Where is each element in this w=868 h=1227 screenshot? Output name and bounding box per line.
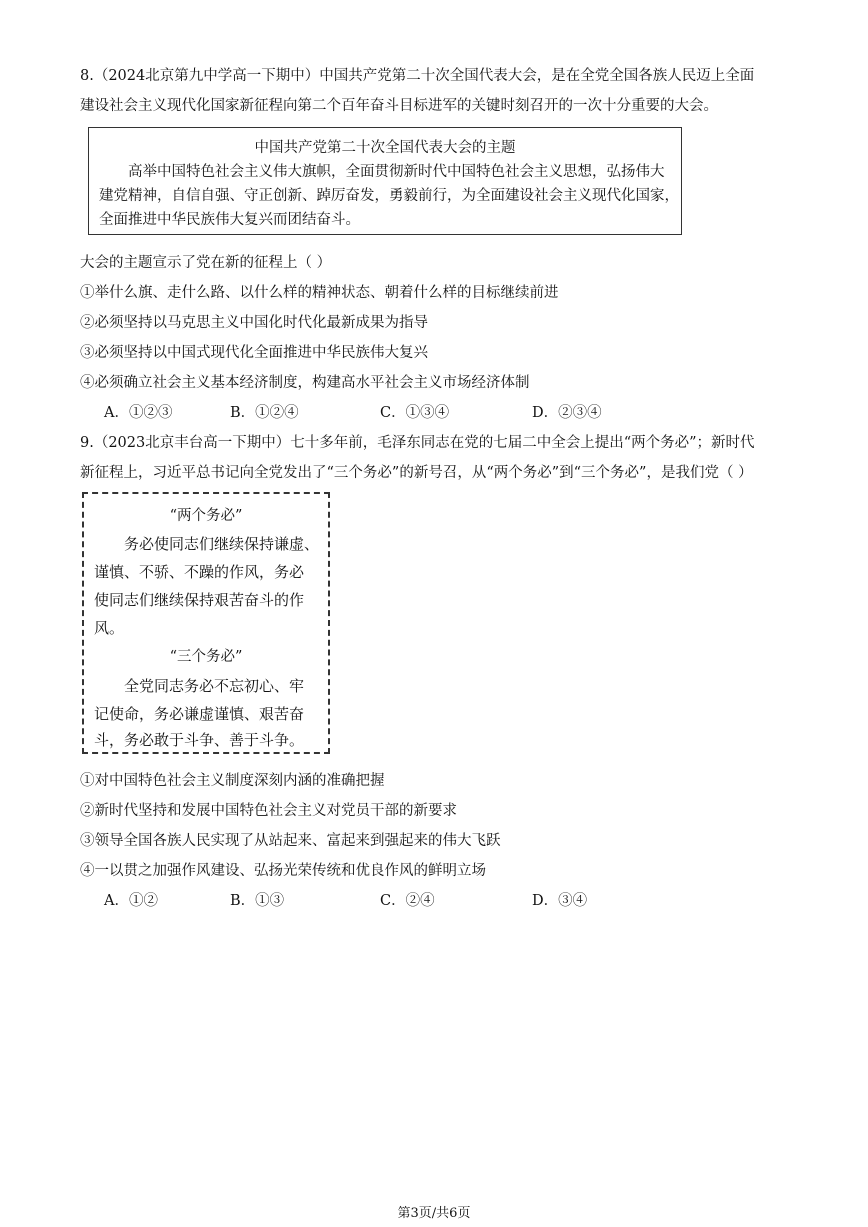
q9-option-a[interactable]: A．①② [104, 893, 158, 909]
q9-box-text-2-line-1: 全党同志务必不忘初心、牢 [124, 677, 305, 695]
q9-statement-3: ③领导全国各族人民实现了从站起来、富起来到强起来的伟大飞跃 [80, 833, 501, 849]
q9-stem-line-2: 新征程上，习近平总书记向全党发出了“三个务必”的新号召，从“两个务必”到“三个务必”，是我们党（ ） [80, 465, 753, 481]
q9-box-heading-1: “两个务必” [169, 508, 243, 524]
q8-theme-box [88, 127, 682, 235]
q8-statement-3: ③必须坚持以中国式现代化全面推进中华民族伟大复兴 [80, 345, 428, 361]
q9-statement-1: ①对中国特色社会主义制度深刻内涵的准确把握 [80, 773, 385, 789]
q9-statement-4: ④一以贯之加强作风建设、弘扬光荣传统和优良作风的鲜明立场 [80, 863, 486, 879]
q8-stem-line-1: 8.（2024北京第九中学高一下期中）中国共产党第二十次全国代表大会，是在全党全国各族人民迈上全面 [80, 68, 755, 84]
q9-option-c[interactable]: C．②④ [380, 893, 435, 909]
q8-statement-2: ②必须坚持以马克思主义中国化时代化最新成果为指导 [80, 315, 428, 331]
q9-box-heading-2: “三个务必” [169, 649, 243, 665]
q9-option-d[interactable]: D．③④ [532, 893, 588, 909]
q9-box-text-1-line-3: 使同志们继续保持艰苦奋斗的作 [94, 591, 305, 609]
q8-stem-line-2: 建设社会主义现代化国家新征程向第二个百年奋斗目标进军的关键时刻召开的一次十分重要的大会。 [80, 98, 718, 114]
q9-statement-2: ②新时代坚持和发展中国特色社会主义对党员干部的新要求 [80, 803, 457, 819]
q8-option-b[interactable]: B．①②④ [230, 405, 299, 421]
q8-theme-box-line-3: 全面推进中华民族伟大复兴而团结奋斗。 [99, 212, 360, 228]
q9-box-text-1-line-4: 风。 [94, 619, 125, 637]
q8-question: 大会的主题宣示了党在新的征程上（ ） [80, 255, 332, 271]
q8-option-d[interactable]: D．②③④ [532, 405, 602, 421]
q9-box-text-1-line-1: 务必使同志们继续保持谦虚、 [124, 535, 320, 553]
q8-option-c[interactable]: C．①③④ [380, 405, 450, 421]
q8-theme-box-line-1: 高举中国特色社会主义伟大旗帜，全面贯彻新时代中国特色社会主义思想，弘扬伟大 [128, 164, 665, 180]
q9-box-text-2-line-2: 记使命，务必谦虚谨慎、艰苦奋 [94, 705, 305, 723]
q9-box-text-2-line-3: 斗，务必敢于斗争、善于斗争。 [94, 731, 305, 749]
q9-box-text-1-line-2: 谨慎、不骄、不躁的作风，务必 [94, 563, 305, 581]
page-number-footer: 第3页/共6页 [397, 1206, 471, 1221]
q8-statement-1: ①举什么旗、走什么路、以什么样的精神状态、朝着什么样的目标继续前进 [80, 285, 559, 301]
q8-option-a[interactable]: A．①②③ [104, 405, 173, 421]
q9-option-b[interactable]: B．①③ [230, 893, 285, 909]
q8-theme-box-title: 中国共产党第二十次全国代表大会的主题 [254, 140, 516, 156]
q9-quote-box [82, 492, 330, 754]
q8-theme-box-line-2: 建党精神，自信自强、守正创新、踔厉奋发，勇毅前行，为全面建设社会主义现代化国家， [99, 188, 679, 204]
q9-stem-line-1: 9.（2023北京丰台高一下期中）七十多年前，毛泽东同志在党的七届二中全会上提出“两个务必”；新时代 [80, 435, 755, 451]
q8-statement-4: ④必须确立社会主义基本经济制度，构建高水平社会主义市场经济体制 [80, 375, 530, 391]
